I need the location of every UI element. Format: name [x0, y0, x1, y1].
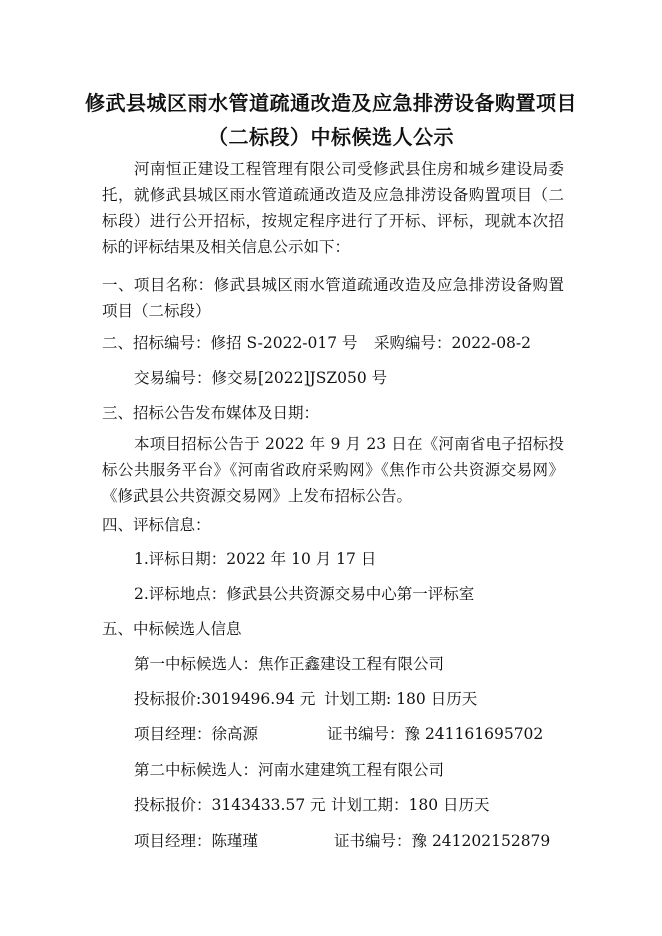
candidate-2-cert-row	[334, 831, 550, 851]
evaluation-date: 2022 年 10 月 17 日	[226, 550, 377, 568]
candidate-1-price: 3019496.94 元	[201, 690, 316, 708]
candidate-2-cert-label: 证书编号：	[334, 832, 412, 850]
evaluation-place: 修武县公共资源交易中心第一评标室	[226, 585, 475, 603]
section2-label: 二、招标编号：	[102, 334, 211, 352]
candidate-2-price-label: 投标报价：	[134, 796, 212, 814]
candidate-2-price: 3143433.57 元	[211, 796, 326, 814]
candidate-1-price-row	[134, 689, 315, 709]
trade-number-row	[134, 368, 387, 388]
tender-number: 修招 S-2022-017 号	[210, 334, 358, 352]
candidate-2-rank-label: 第二中标候选人：	[134, 761, 259, 779]
candidate-2-period: 180 日历天	[408, 796, 490, 814]
candidate-2-cert: 豫 241202152879	[411, 832, 551, 850]
evaluation-date-label: 1.评标日期：	[134, 550, 227, 568]
candidate-1-period-colon: :	[386, 690, 392, 708]
candidate-1-name: 焦作正鑫建设工程有限公司	[258, 655, 445, 673]
section3-label: 三、招标公告发布媒体及日期：	[102, 404, 320, 422]
candidate-1-row	[134, 654, 444, 674]
purchase-number: 2022-08-2	[451, 334, 532, 352]
document-title-line2: （二标段）中标候选人公示	[208, 125, 454, 149]
candidate-2-period-row	[331, 795, 490, 815]
candidate-1-cert: 豫 241161695702	[404, 725, 544, 743]
purchase-number-label: 采购编号：	[374, 334, 452, 352]
candidate-1-rank-label: 第一中标候选人：	[134, 655, 259, 673]
section5-label: 五、中标候选人信息	[102, 620, 242, 638]
candidate-2-manager: 陈瑾瑾	[211, 832, 259, 850]
candidate-2-name: 河南水建建筑工程有限公司	[258, 761, 445, 779]
trade-number-label: 交易编号：	[134, 369, 212, 387]
document-title-line1: 修武县城区雨水管道疏通改造及应急排涝设备购置项目	[85, 91, 577, 115]
candidate-2-price-row	[134, 795, 326, 815]
candidate-1-period-row	[324, 689, 477, 709]
announcement-paragraph: 本项目招标公告于 2022 年 9 月 23 日在《河南省电子招标投标公共服务平台》《河南省政府采购网》《焦作市公共资源交易网》《修武县公共资源交易网》上发布招标公告。	[102, 435, 564, 505]
trade-number: 修交易[2022]JSZ050 号	[211, 369, 388, 387]
candidate-1-manager: 徐高源	[211, 725, 259, 743]
purchase-number-row	[374, 333, 531, 353]
section-project-name	[102, 272, 564, 324]
candidate-1-cert-row	[327, 724, 543, 744]
evaluation-date-row	[134, 549, 376, 569]
candidate-1-period-label: 计划工期	[324, 690, 387, 708]
candidate-1-price-label: 投标报价:	[134, 690, 202, 708]
candidate-2-period-label: 计划工期：	[331, 796, 409, 814]
candidate-1-manager-row	[134, 724, 258, 744]
project-name-value: 修武县城区雨水管道疏通改造及应急排涝设备购置项目（二标段）	[102, 276, 564, 320]
section4-label: 四、评标信息：	[102, 516, 211, 534]
evaluation-place-row	[134, 584, 474, 604]
candidate-2-row	[134, 760, 444, 780]
candidate-1-manager-label: 项目经理：	[134, 725, 212, 743]
candidate-1-period: 180 日历天	[396, 690, 478, 708]
section1-label: 一、项目名称：	[102, 276, 214, 294]
intro-paragraph: 河南恒正建设工程管理有限公司受修武县住房和城乡建设局委托，就修武县城区雨水管道疏通改造及应急排涝设备购置项目（二标段）进行公开招标，按规定程序进行了开标、评标，现就本次招标的评标结果及相关信息公示如下：	[102, 160, 564, 256]
candidate-1-cert-label: 证书编号：	[327, 725, 405, 743]
evaluation-place-label: 2.评标地点：	[134, 585, 227, 603]
candidate-2-manager-row	[134, 831, 258, 851]
tender-number-row	[102, 333, 358, 353]
candidate-2-manager-label: 项目经理：	[134, 832, 212, 850]
